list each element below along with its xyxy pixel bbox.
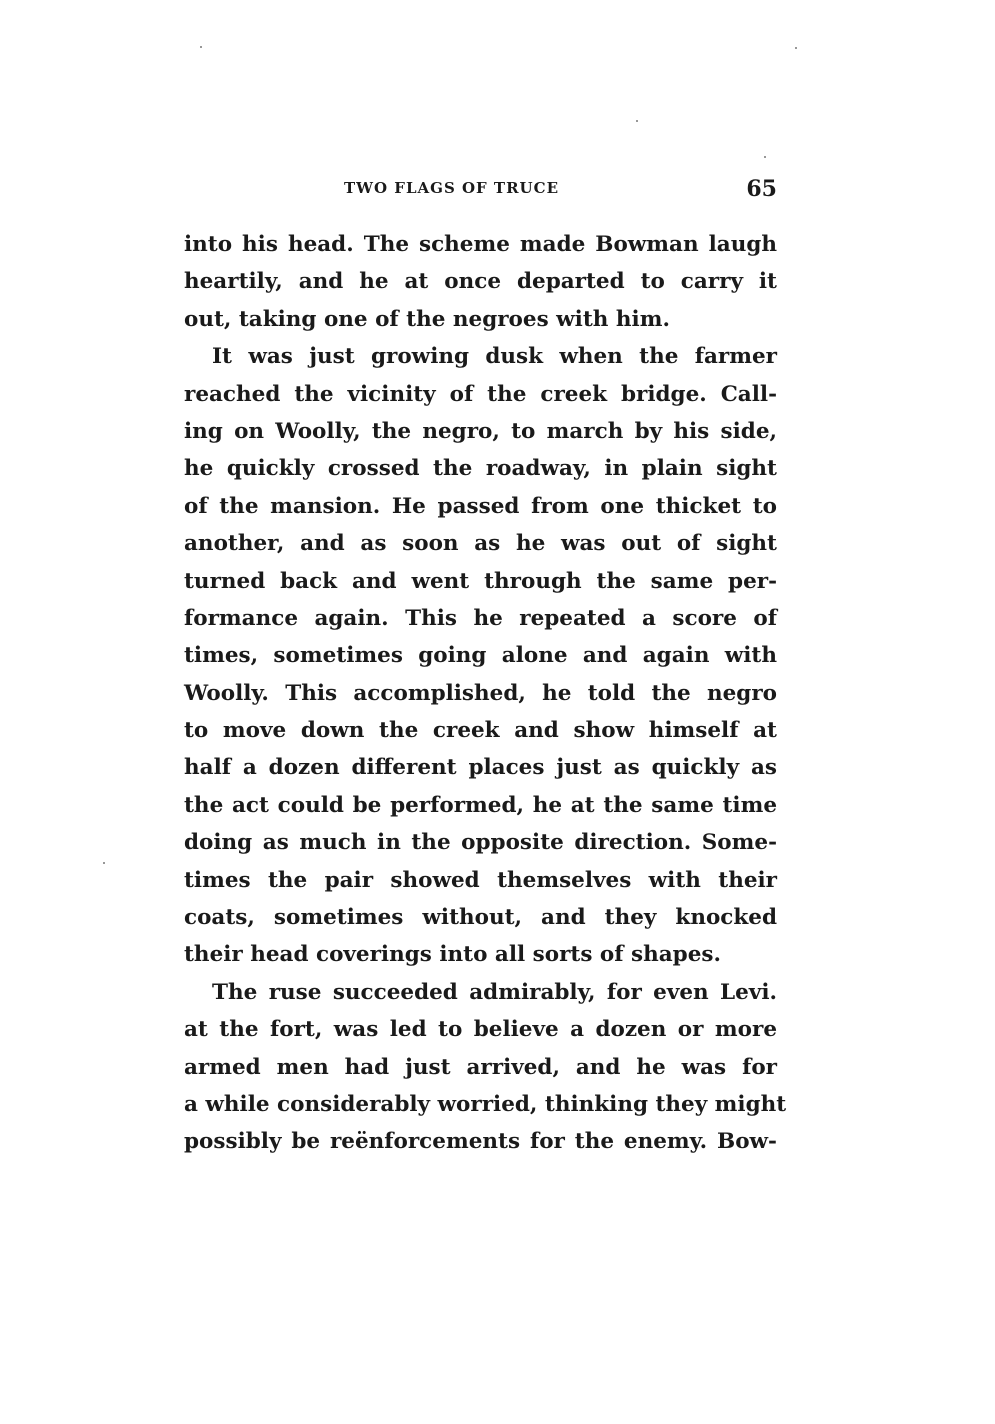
page-header — [184, 176, 777, 206]
text-line: half a dozen different places just as quickly as — [184, 755, 777, 781]
text-line: Woolly. This accomplished, he told the negro — [184, 680, 777, 706]
text-line: doing as much in the opposite direction. Some- — [184, 830, 777, 856]
text-line: the act could be performed, he at the same time — [184, 792, 777, 818]
text-line: formance again. This he repeated a score of — [184, 605, 777, 631]
page-speck — [636, 120, 638, 122]
page-speck — [764, 156, 766, 158]
text-line: out, taking one of the negroes with him. — [184, 306, 670, 332]
text-line: reached the vicinity of the creek bridge. Call- — [184, 381, 777, 407]
running-title: TWO FLAGS OF TRUCE — [344, 179, 560, 197]
page-speck — [200, 46, 202, 48]
text-line: coats, sometimes without, and they knocked — [184, 905, 777, 931]
text-line: to move down the creek and show himself at — [184, 718, 777, 744]
text-line: The ruse succeeded admirably, for even Levi. — [212, 979, 777, 1005]
page-number: 65 — [746, 176, 777, 202]
text-line: at the fort, was led to believe a dozen or more — [184, 1017, 777, 1043]
page-speck — [103, 862, 105, 864]
text-line: their head coverings into all sorts of shapes. — [184, 942, 721, 968]
text-line: times, sometimes going alone and again with — [184, 643, 777, 669]
text-line: into his head. The scheme made Bowman laugh — [184, 232, 777, 257]
body-text — [184, 226, 787, 1161]
page-speck — [795, 47, 797, 49]
text-line: he quickly crossed the roadway, in plain sight — [184, 456, 777, 482]
text-line: It was just growing dusk when the farmer — [212, 344, 777, 370]
text-line: ing on Woolly, the negro, to march by his side, — [184, 418, 777, 444]
text-line: possibly be reënforcements for the enemy. Bow- — [184, 1129, 777, 1155]
text-line: turned back and went through the same per- — [184, 568, 777, 594]
text-line: times the pair showed themselves with their — [184, 867, 777, 893]
text-line: of the mansion. He passed from one thicket to — [184, 493, 777, 519]
text-line: armed men had just arrived, and he was for — [184, 1054, 777, 1080]
text-line: a while considerably worried, thinking they might — [184, 1091, 787, 1117]
text-line: another, and as soon as he was out of sight — [184, 531, 777, 557]
text-line: heartily, and he at once departed to carry it — [184, 269, 777, 295]
